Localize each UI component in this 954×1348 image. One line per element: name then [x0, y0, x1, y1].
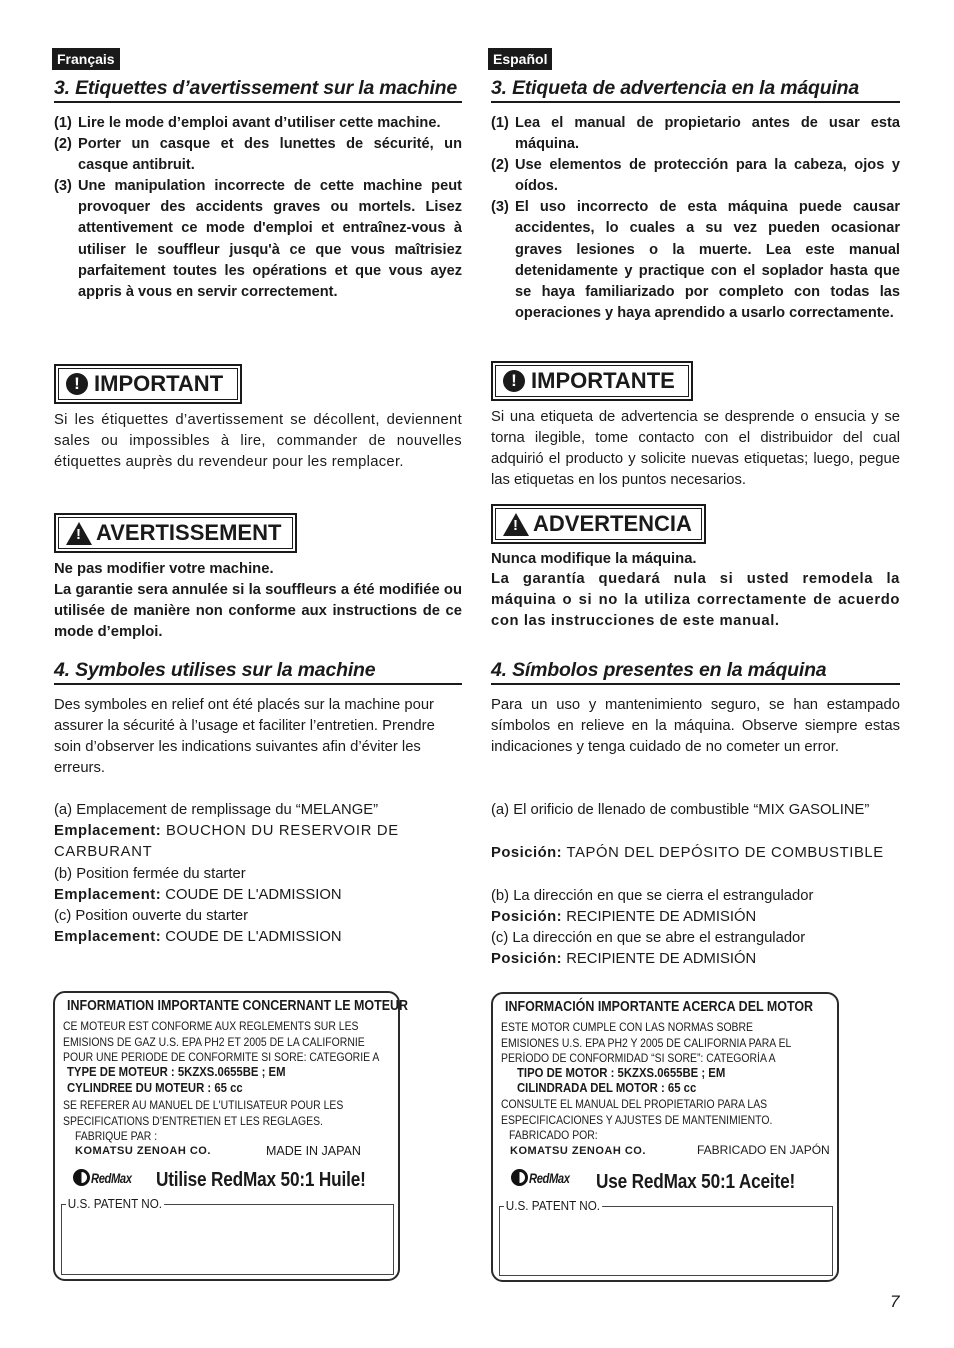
patent-box-fr: U.S. PATENT NO.: [61, 1204, 394, 1275]
section-4-title-fr: 4. Symboles utilises sur la machine: [54, 657, 462, 685]
manufacturer-logo: KOMATSU ZENOAH CO.: [510, 1145, 646, 1157]
symbols-intro-fr: Des symboles en relief ont été placés sur la machine pour assurer la sécurité à l’usage et faciliter l’entretien. Prendre soin d’observer les indications suivantes afin d’éviter les erreurs.: [54, 697, 435, 777]
important-text-es: Si una etiqueta de advertencia se desprende o ensucia y se torna ilegible, tome contacto con el distribuidor del cual adquirió el producto y solicite nuevas etiquetas; luego, pegue las etiquetas en los puntos necesarios.: [491, 409, 900, 489]
oil-ratio-text-fr: Utilise RedMax 50:1 Huile!: [156, 1169, 366, 1191]
symbol-b-location-es: Posición: RECIPIENTE DE ADMISIÓN: [491, 909, 757, 925]
symbol-b-es: (b) La dirección en que se cierra el estrangulador: [491, 888, 814, 904]
section-3-title-fr: 3. Etiquettes d’avertissement sur la machine: [54, 75, 462, 103]
warning-text-2-fr: La garantie sera annulée si la souffleurs a été modifiée ou utilisée de manière non conforme aux instructions de ce mode d’emploi.: [54, 582, 462, 641]
warning-label-list-fr: [54, 113, 462, 303]
symbol-c-fr: (c) Position ouverte du starter: [54, 908, 249, 924]
important-badge-fr: ! IMPORTANT: [54, 364, 242, 404]
warning-triangle-icon: !: [503, 513, 529, 536]
list-item: (3) El uso incorrecto de esta máquina puede causar accidentes, lo cuales a su vez pueden ocasionar graves lesiones o la muerte. Lea este manual detenidamente y practique con el soplador hasta que se haya familiarizado por completo con todas las operaciones y haya aprendido a usarlo correctamente.: [491, 199, 900, 321]
symbols-intro-es: Para un uso y mantenimiento seguro, se han estampado símbolos en relieve en la máquina. Observe siempre estas indicaciones y tenga cuidado de no cometer un error.: [491, 697, 900, 756]
warning-text-2-es: La garantía quedará nula si usted remodela la máquina o si no la utiliza correctamente de acuerdo con las instrucciones de este manual.: [491, 571, 900, 630]
warning-text-fr: Ne pas modifier votre machine.: [54, 561, 274, 577]
list-item: (1) Lea el manual de propietario antes de usar esta máquina.: [491, 115, 900, 153]
patent-box-es: U.S. PATENT NO.: [499, 1206, 833, 1276]
symbol-c-location-fr: Emplacement: COUDE DE L'ADMISSION: [54, 929, 342, 945]
section-4-title-es: 4. Símbolos presentes en la máquina: [491, 657, 900, 685]
warning-badge-es: ! ADVERTENCIA: [491, 504, 706, 544]
emission-label-fr: INFORMATION IMPORTANTE CONCERNANT LE MOTEUR CE MOTEUR EST CONFORME AUX REGLEMENTS SUR LES EMISIONS DE GAZ U.S. EPA PH2 ET 2005 DE LA CALIFORNIE POUR UNE PERIODE DE CONFORMITE SI SORE: CATEGORIE A TYPE DE MOTEUR : 5KZXS.0655BE ; EM CYLINDREE DU MOTEUR : 65 cc SE REFERER AU MANUEL DE L'UTILISATEUR POUR LES SPECIFICATIONS D’ENTRETIEN ET LES REGLAGES. FABRIQUE PAR : KOMATSU ZENOAH CO. MADE IN JAPAN RedMax Utilise RedMax 50:1 Huile! U.S. PATENT NO.: [53, 991, 400, 1281]
important-badge-es: ! IMPORTANTE: [491, 361, 693, 401]
language-tab-spanish: Español: [488, 48, 552, 70]
important-text-fr: Si les étiquettes d’avertissement se décollent, deviennent sales ou impossibles à lire, commander de nouvelles étiquettes auprès du revendeur pour les remplacer.: [54, 412, 462, 471]
symbol-a-location-es: Posición: TAPÓN DEL DEPÓSITO DE COMBUSTIBLE: [491, 845, 884, 861]
symbol-a-fr: (a) Emplacement de remplissage du “MELANGE”: [54, 802, 379, 818]
warning-label-list-es: [491, 113, 900, 324]
warning-text-es: Nunca modifique la máquina.: [491, 551, 697, 567]
redmax-logo: RedMax: [511, 1169, 580, 1186]
warning-badge-fr: ! AVERTISSEMENT: [54, 513, 297, 553]
symbol-c-es: (c) La dirección en que se abre el estrangulador: [491, 930, 806, 946]
symbol-a-es: (a) El orificio de llenado de combustible “MIX GASOLINE”: [491, 802, 870, 818]
symbol-a-location-fr: Emplacement: BOUCHON DU RESERVOIR DE CARBURANT: [54, 823, 399, 860]
redmax-logo-icon: [73, 1169, 90, 1186]
symbol-c-location-es: Posición: RECIPIENTE DE ADMISIÓN: [491, 951, 757, 967]
list-item: (2) Porter un casque et des lunettes de sécurité, un casque antibruit.: [54, 136, 462, 174]
list-item: (1) Lire le mode d’emploi avant d’utiliser cette machine.: [54, 115, 441, 131]
language-tab-french: Français: [52, 48, 120, 70]
warning-triangle-icon: !: [66, 522, 92, 545]
section-3-title-es: 3. Etiqueta de advertencia en la máquina: [491, 75, 900, 103]
list-item: (3) Une manipulation incorrecte de cette machine peut provoquer des accidents graves ou mortels. Lisez attentivement ce mode d'emploi et entraînez-vous à utiliser le souffleur jusqu'à ce que vous maîtrisiez parfaitement toutes les opérations et que vous ayez appris à vous en servir correctement.: [54, 178, 462, 300]
oil-ratio-text-es: Use RedMax 50:1 Aceite!: [596, 1171, 796, 1193]
label-header-es: INFORMACIÓN IMPORTANTE ACERCA DEL MOTOR: [505, 999, 814, 1015]
label-header-fr: INFORMATION IMPORTANTE CONCERNANT LE MOTEUR: [67, 998, 409, 1014]
symbol-b-fr: (b) Position fermée du starter: [54, 866, 246, 882]
exclamation-icon: !: [503, 370, 525, 392]
page-number: 7: [890, 1292, 900, 1311]
exclamation-icon: !: [66, 373, 88, 395]
manufacturer-logo: KOMATSU ZENOAH CO.: [75, 1145, 211, 1157]
symbol-b-location-fr: Emplacement: COUDE DE L'ADMISSION: [54, 887, 342, 903]
redmax-logo: RedMax: [73, 1169, 142, 1186]
list-item: (2) Use elementos de protección para la cabeza, ojos y oídos.: [491, 157, 900, 195]
redmax-logo-icon: [511, 1169, 528, 1186]
emission-label-es: INFORMACIÓN IMPORTANTE ACERCA DEL MOTOR ESTE MOTOR CUMPLE CON LAS NORMAS SOBRE EMISIONES U.S. EPA PH2 Y 2005 DE CALIFORNIA PARA EL PERÍODO DE CONFORMIDAD “SI SORE”: CATEGORÍA A TIPO DE MOTOR : 5KZXS.0655BE ; EM CILINDRADA DEL MOTOR : 65 cc CONSULTE EL MANUAL DEL PROPIETARIO PARA LAS ESPECIFICACIONES Y AJUSTES DE MANTENIMIENTO. FABRICADO POR: KOMATSU ZENOAH CO. FABRICADO EN JAPÓN RedMax Use RedMax 50:1 Aceite! U.S. PATENT NO.: [491, 992, 839, 1282]
